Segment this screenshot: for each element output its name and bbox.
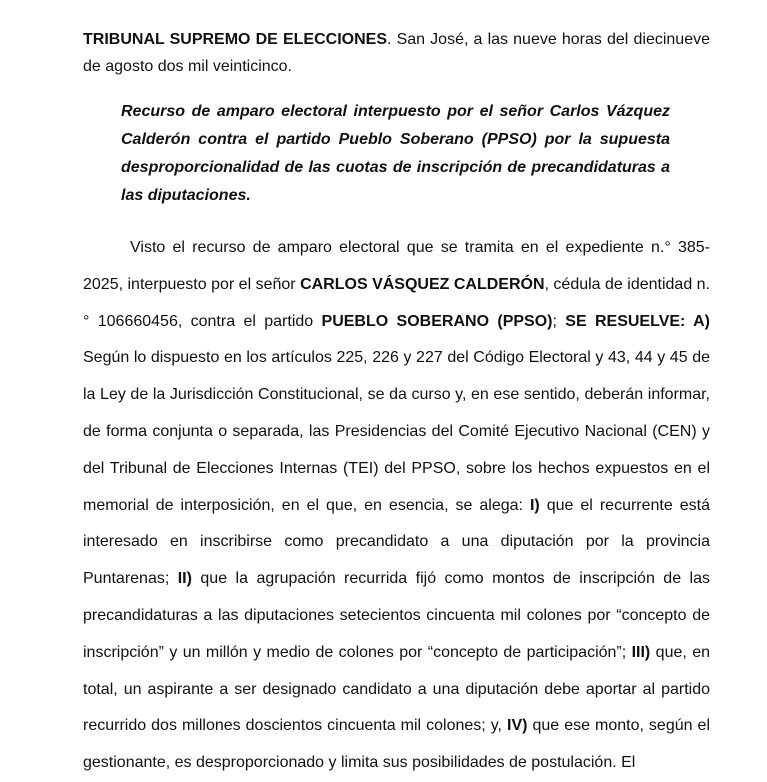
- party-name: PUEBLO SOBERANO (PPSO): [321, 312, 553, 330]
- header-paragraph: [83, 26, 710, 80]
- item-marker-iii: III): [631, 643, 651, 661]
- body-text-1: Visto el recurso de amparo electoral que se tramita en el expediente n.° 385-2025, interpuesto por el señor: [83, 239, 710, 293]
- body-text-3: ;: [552, 312, 566, 330]
- body-text-8: que ese monto, según el gestionante, es desproporcionado y limita sus posibilidades de postulación. El: [83, 717, 710, 772]
- item-marker-iv: IV): [507, 717, 528, 735]
- document-page: [83, 26, 710, 782]
- se-resuelve: SE RESUELVE: A): [565, 312, 710, 330]
- tribunal-name: TRIBUNAL SUPREMO DE ELECCIONES: [83, 31, 387, 48]
- case-summary: Recurso de amparo electoral interpuesto por el señor Carlos Vázquez Calderón contra el partido Pueblo Soberano (PPSO) por la supuesta desproporcionalidad de las cuotas de inscripción de precandidaturas a las diputaciones.: [121, 103, 670, 204]
- body-text-7: que, en total, un aspirante a ser designado candidato a una diputación debe aportar al partido recurrido dos millones doscientos cincuenta mil colones; y,: [83, 643, 710, 735]
- body-text-2: , cédula de identidad n.° 106660456, contra el partido: [83, 275, 711, 330]
- body-text-5: que el recurrente está interesado en inscribirse como precandidato a una diputación por la provincia Puntarenas;: [83, 496, 710, 588]
- body-paragraph: [83, 230, 710, 782]
- body-text-4: Según lo dispuesto en los artículos 225, 226 y 227 del Código Electoral y 43, 44 y 45 de la Ley de la Jurisdicción Constitucional, se da curso y, en ese sentido, deberán informar, de forma conjunta o separada, las Presidencias del Comité Ejecutivo Nacional (CEN) y del Tribunal de Elecciones Internas (TEI) del PPSO, sobre los hechos expuestos en el memorial de interposición, en el que, en esencia, se alega:: [83, 349, 710, 514]
- item-marker-ii: II): [177, 570, 192, 588]
- header-datetime: . San José, a las nueve horas del diecinueve de agosto dos mil veinticinco.: [83, 31, 710, 75]
- item-marker-i: I): [529, 496, 540, 514]
- recurrente-name: CARLOS VÁSQUEZ CALDERÓN: [300, 275, 545, 293]
- body-text-6: que la agrupación recurrida fijó como montos de inscripción de las precandidaturas a las diputaciones setecientos cincuenta mil colones por “concepto de inscripción” y un millón y medio de colones por “concepto de participación”;: [83, 570, 710, 661]
